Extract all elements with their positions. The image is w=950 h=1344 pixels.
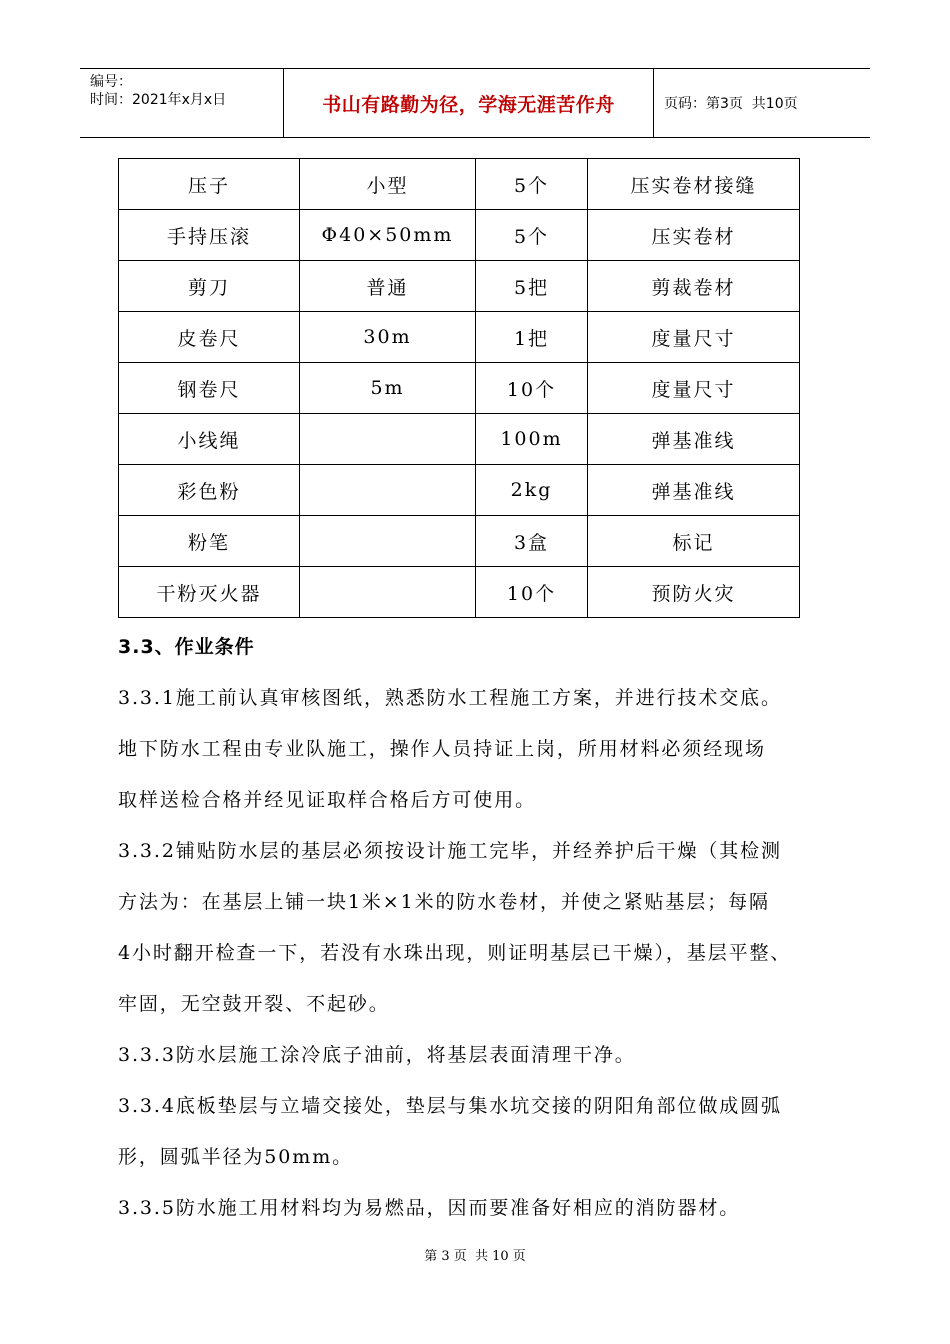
table-row [119, 567, 800, 618]
tool-spec-cell: 5m [300, 363, 476, 414]
paragraph-line: 方法为：在基层上铺一块1米×1米的防水卷材，并使之紧贴基层；每隔 [118, 891, 770, 913]
tools-table [118, 158, 800, 618]
tool-name-cell: 彩色粉 [119, 465, 300, 516]
tool-name-cell: 剪刀 [119, 261, 300, 312]
tool-name-cell: 压子 [119, 159, 300, 210]
table-row [119, 159, 800, 210]
table-row [119, 465, 800, 516]
tool-qty-cell: 3盒 [476, 516, 588, 567]
tool-spec-cell [300, 465, 476, 516]
tool-name-cell: 干粉灭火器 [119, 567, 300, 618]
table-row [119, 414, 800, 465]
section-lines [118, 673, 838, 1234]
tool-spec-cell [300, 414, 476, 465]
tool-name-cell: 手持压滚 [119, 210, 300, 261]
tool-use-cell: 弹基准线 [588, 465, 800, 516]
tool-spec-cell: 普通 [300, 261, 476, 312]
tool-spec-cell [300, 567, 476, 618]
tool-qty-cell: 100m [476, 414, 588, 465]
tool-use-cell: 度量尺寸 [588, 363, 800, 414]
tool-qty-cell: 5个 [476, 210, 588, 261]
paragraph-line: 地下防水工程由专业队施工，操作人员持证上岗，所用材料必须经现场 [118, 738, 766, 760]
tool-name-cell: 小线绳 [119, 414, 300, 465]
tool-use-cell: 压实卷材接缝 [588, 159, 800, 210]
table-row [119, 261, 800, 312]
tool-use-cell: 预防火灾 [588, 567, 800, 618]
table-row [119, 516, 800, 567]
tool-name-cell: 皮卷尺 [119, 312, 300, 363]
header-meta [80, 69, 284, 137]
section-heading: 3.3、作业条件 [118, 636, 255, 658]
paragraph-line: 4小时翻开检查一下，若没有水珠出现，则证明基层已干燥），基层平整、 [118, 942, 792, 964]
paragraph-line: 3.3.5防水施工用材料均为易燃品，因而要准备好相应的消防器材。 [118, 1197, 741, 1219]
document-header [80, 68, 870, 138]
paragraph-line: 形，圆弧半径为50mm。 [118, 1146, 354, 1168]
tool-use-cell: 剪裁卷材 [588, 261, 800, 312]
tool-name-cell: 钢卷尺 [119, 363, 300, 414]
doc-date: 时间：2021年x月x日 [90, 92, 227, 108]
paragraph-line: 牢固，无空鼓开裂、不起砂。 [118, 993, 390, 1015]
tool-use-cell: 弹基准线 [588, 414, 800, 465]
header-motto: 书山有路勤为径，学海无涯苦作舟 [322, 93, 615, 116]
tool-use-cell: 标记 [588, 516, 800, 567]
paragraph-line: 3.3.2铺贴防水层的基层必须按设计施工完毕，并经养护后干燥（其检测 [118, 840, 782, 862]
tool-qty-cell: 10个 [476, 567, 588, 618]
table-row [119, 312, 800, 363]
tool-qty-cell: 5个 [476, 159, 588, 210]
tool-use-cell: 度量尺寸 [588, 312, 800, 363]
tool-spec-cell: 30m [300, 312, 476, 363]
tool-qty-cell: 5把 [476, 261, 588, 312]
paragraph-line: 3.3.4底板垫层与立墙交接处，垫层与集水坑交接的阴阳角部位做成圆弧 [118, 1095, 782, 1117]
tool-spec-cell: Φ40×50mm [300, 210, 476, 261]
tool-name-cell: 粉笔 [119, 516, 300, 567]
doc-number-label: 编号： [90, 74, 132, 90]
section-body [118, 622, 838, 1234]
header-page-info: 页码：第3页 共10页 [664, 96, 798, 112]
tools-table-body [119, 159, 800, 618]
table-row [119, 210, 800, 261]
tool-qty-cell: 2kg [476, 465, 588, 516]
tool-use-cell: 压实卷材 [588, 210, 800, 261]
paragraph-line: 3.3.1施工前认真审核图纸，熟悉防水工程施工方案，并进行技术交底。 [118, 687, 782, 709]
tool-qty-cell: 10个 [476, 363, 588, 414]
paragraph-line: 3.3.3防水层施工涂冷底子油前，将基层表面清理干净。 [118, 1044, 636, 1066]
tool-spec-cell: 小型 [300, 159, 476, 210]
tool-spec-cell [300, 516, 476, 567]
page-footer: 第 3 页 共 10 页 [424, 1249, 526, 1264]
table-row [119, 363, 800, 414]
tool-qty-cell: 1把 [476, 312, 588, 363]
paragraph-line: 取样送检合格并经见证取样合格后方可使用。 [118, 789, 537, 811]
header-motto-cell [284, 69, 654, 137]
